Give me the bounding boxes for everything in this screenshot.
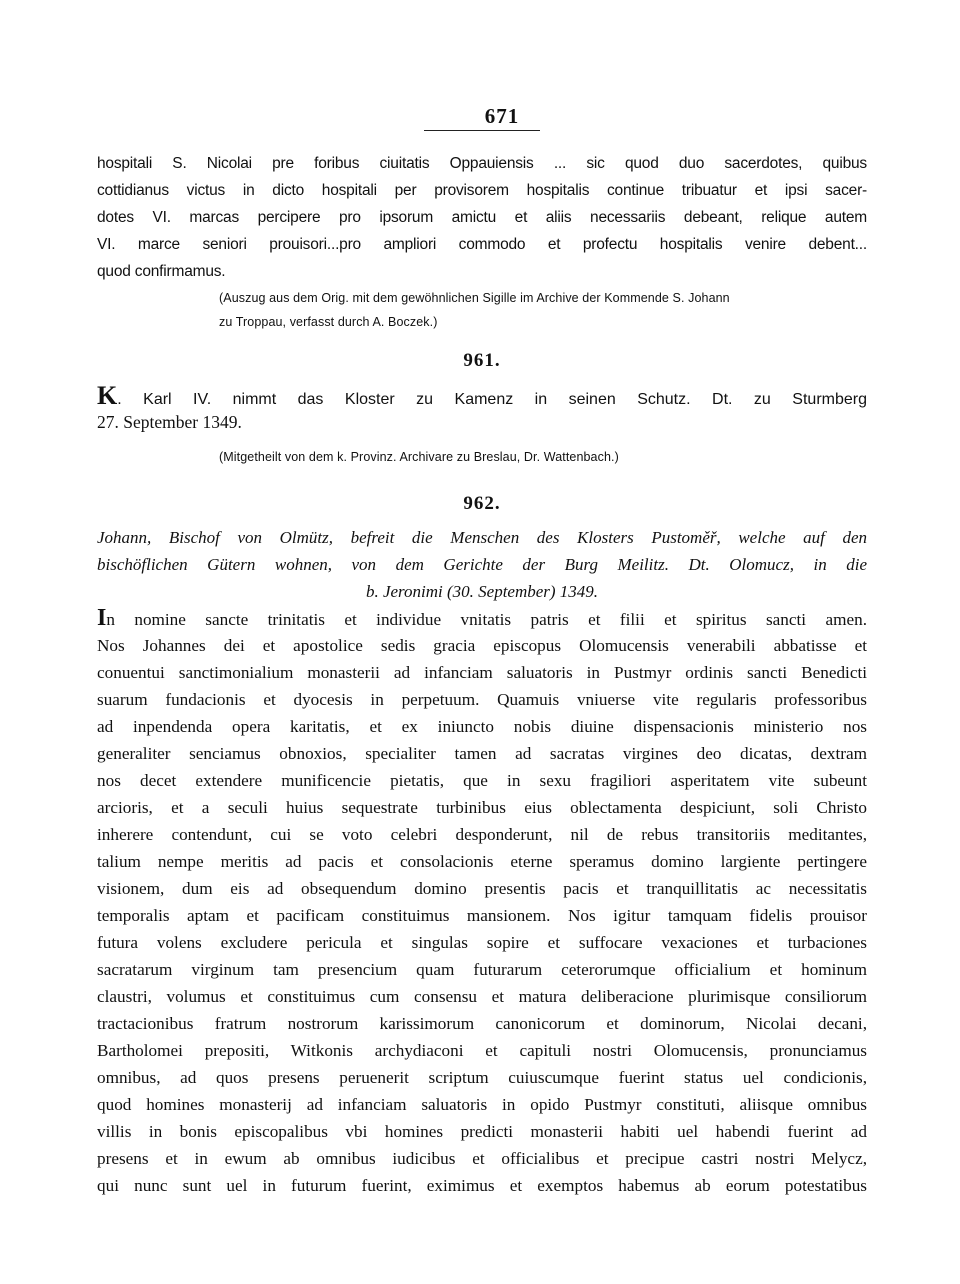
regest-961-line-1	[97, 382, 867, 409]
regest-line: Johann, Bischof von Olmütz, befreit die Menschen des Klosters Pustoměř, welche auf den	[97, 528, 867, 547]
initial-letter: I	[97, 605, 107, 631]
note-line: zu Troppau, verfasst durch A. Boczek.)	[219, 315, 438, 329]
text-line: temporalis aptam et pacificam constituimus mansionem. Nos igitur tamquam fidelis prouisor	[97, 906, 867, 925]
text-line: Bartholomei prepositi, Witkonis archydiaconi et capituli nostri Olomucensis, pronunciamus	[97, 1041, 867, 1060]
text-line: tractacionibus fratrum nostrorum karissimorum canonicorum et dominorum, Nicolai decani,	[97, 1014, 867, 1033]
text-line: qui nunc sunt uel in futurum fuerint, eximimus et exemptos habemus ab eorum potestatibus	[97, 1176, 867, 1195]
text-line: Nos Johannes dei et apostolice sedis gracia episcopus Olomucensis venerabili abbatisse et	[97, 636, 867, 655]
charter-first-line-text: n nomine sancte trinitatis et individue vnitatis patris et filii et spiritus sancti amen.	[106, 610, 867, 629]
page-number: 671	[484, 104, 520, 128]
document-number-962: 962.	[463, 493, 501, 514]
initial-letter: K	[97, 381, 118, 410]
text-line: arcioris, et a seculi huius sequestrate turbinibus eius oblectamenta despiciunt, soli Christo	[97, 798, 867, 817]
text-line: suarum fundacionis et dyocesis in perpetuum. Quamuis vniuerse vite regularis professoribus	[97, 690, 867, 709]
text-line: conuentui sanctimonialium monasterii ad infanciam saluatoris in Pustmyr ordinis sancti Benedicti	[97, 663, 867, 682]
text-line: omnibus, ad quos presens peruenerit scriptum cuiuscumque fuerint status uel condicionis,	[97, 1068, 867, 1087]
text-line: inherere contendunt, cui se voto celebri desponderunt, nil de rebus transitoriis meditantes,	[97, 825, 867, 844]
note-line: (Auszug aus dem Orig. mit dem gewöhnlichen Sigille im Archive der Kommende S. Johann	[219, 291, 730, 305]
continuation-text	[97, 150, 867, 285]
text-line: visionem, dum eis ad obsequendum domino presentis pacis et tranquillitatis ac necessitatis	[97, 879, 867, 898]
text-line: cottidianus victus in dicto hospitali per provisorem hospitalis continue tribuatur et ipsi sacer-	[97, 182, 867, 199]
charter-first-line	[97, 605, 867, 632]
text-line: sacratarum virginum tam presencium quam futurarum ceterorumque officialium et hominum	[97, 960, 867, 979]
text-line: talium nempe meritis ad pacis et consolacionis eterne speramus domino largiente pertingere	[97, 852, 867, 871]
text-line: ad inpendenda opera karitatis, et ex iniuncto nobis diuine dispensacionis ministerio nos	[97, 717, 867, 736]
regest-962	[97, 524, 867, 605]
text-line: claustri, volumus et constituimus cum consensu et matura deliberacione plurimisque consiliorum	[97, 987, 867, 1006]
text-line: presens et in ewum ab omnibus iudicibus et officialibus et precipue castri nostri Melycz,	[97, 1149, 867, 1168]
regest-961-line-2: 27. September 1349.	[97, 412, 242, 432]
text-line: generaliter senciamus obnoxios, specialiter tamen ad sacratas virgines deo dicatas, dextram	[97, 744, 867, 763]
source-note-960	[219, 286, 730, 334]
text-line: quod confirmamus.	[97, 263, 226, 280]
text-line: futura volens excludere pericula et singulas sopire et suffocare vexaciones et turbaciones	[97, 933, 867, 952]
document-number-961: 961.	[463, 350, 501, 371]
charter-text	[97, 605, 867, 1199]
text-line: VI. marce seniori prouisori...pro ampliori commodo et profectu hospitalis venire debent...	[97, 236, 867, 253]
regest-text: . Karl IV. nimmt das Kloster zu Kamenz in seinen Schutz. Dt. zu Sturmberg	[117, 391, 867, 408]
text-line: villis in bonis episcopalibus vbi homines predicti monasterii habiti uel habendi fuerint ad	[97, 1122, 867, 1141]
text-line: hospitali S. Nicolai pre foribus ciuitatis Oppauiensis ... sic quod duo sacerdotes, quibus	[97, 155, 867, 172]
regest-line: bischöflichen Gütern wohnen, von dem Gerichte der Burg Meilitz. Dt. Olomucz, in die	[97, 555, 867, 574]
source-note-961: (Mitgetheilt von dem k. Provinz. Archivare zu Breslau, Dr. Wattenbach.)	[219, 450, 619, 464]
regest-line: b. Jeronimi (30. September) 1349.	[365, 582, 599, 601]
text-line: quod homines monasterij ad infanciam saluatoris in opido Pustmyr constituti, aliisque omnibus	[97, 1095, 867, 1114]
text-line: dotes VI. marcas percipere pro ipsorum amictu et aliis necessariis debeant, relique autem	[97, 209, 867, 226]
page-number-rule	[424, 130, 540, 131]
text-line: nos decet extendere munificencie pietatis, que in sexu fragiliori asperitatem vite subeunt	[97, 771, 867, 790]
